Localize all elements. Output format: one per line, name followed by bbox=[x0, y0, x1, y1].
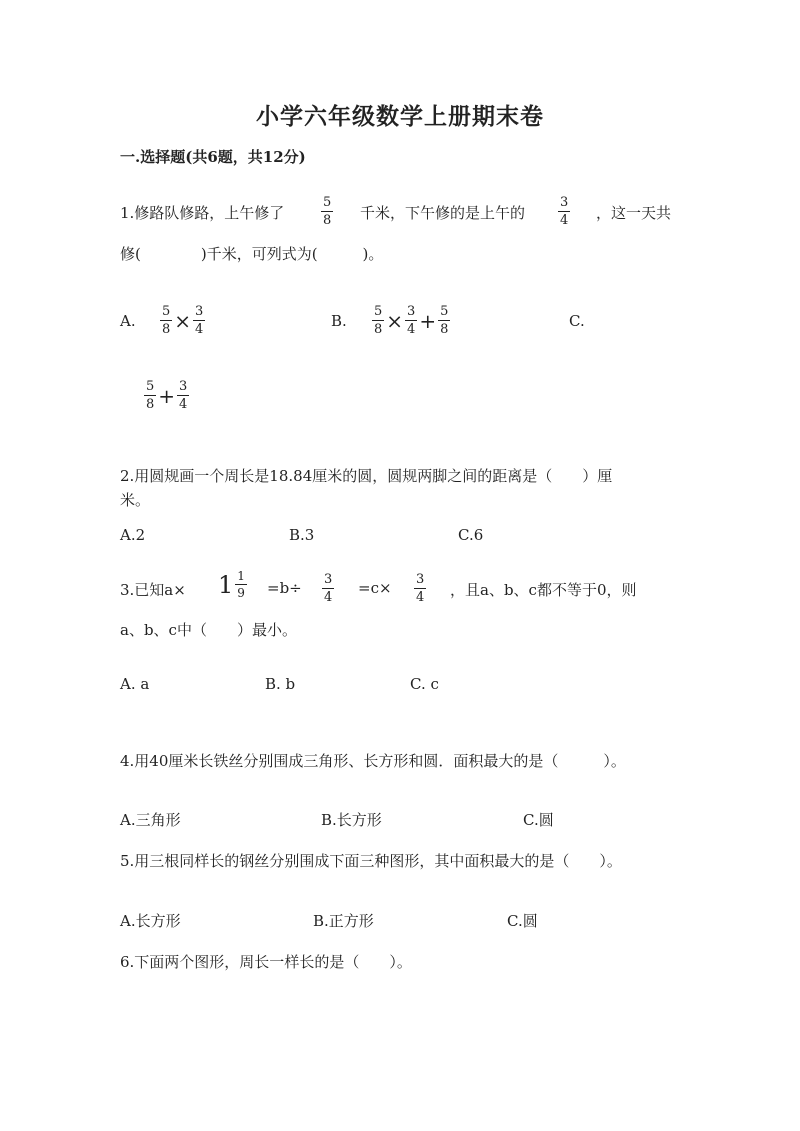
q3-option-a: A. a bbox=[120, 675, 150, 693]
q3-text-part3: =c× bbox=[358, 579, 392, 597]
q5-option-a: A.长方形 bbox=[120, 912, 181, 930]
numerator: 3 bbox=[416, 572, 425, 587]
q3-text-part1: 3.已知a× bbox=[120, 581, 186, 599]
q1-f2-denominator: 4 bbox=[560, 213, 569, 228]
q4-option-c: C.圆 bbox=[523, 811, 554, 829]
denominator: 8 bbox=[146, 397, 155, 412]
q3-fraction-2 bbox=[414, 573, 426, 604]
q3-mixed-number bbox=[218, 570, 247, 599]
numerator: 5 bbox=[146, 379, 155, 394]
q3-option-b: B. b bbox=[265, 675, 296, 693]
times-sign: × bbox=[386, 308, 404, 333]
numerator: 5 bbox=[162, 304, 171, 319]
q4-option-a: A.三角形 bbox=[120, 811, 181, 829]
q1-f2-numerator: 3 bbox=[560, 195, 569, 210]
q1-option-c-expression bbox=[144, 380, 189, 411]
fraction bbox=[160, 305, 172, 336]
denominator: 8 bbox=[162, 322, 171, 337]
numerator: 3 bbox=[195, 304, 204, 319]
q2-option-a: A.2 bbox=[120, 526, 146, 544]
denominator: 4 bbox=[195, 322, 204, 337]
numerator: 1 bbox=[237, 569, 245, 583]
fraction bbox=[405, 305, 417, 336]
q1-text-part1: 1.修路队修路，上午修了 bbox=[120, 204, 285, 222]
denominator: 4 bbox=[416, 590, 425, 605]
plus-sign: + bbox=[419, 308, 437, 333]
q3-mixed-fraction bbox=[235, 570, 247, 599]
q3-text-line2: a、b、c中（ ）最小。 bbox=[120, 621, 297, 639]
denominator: 4 bbox=[179, 397, 188, 412]
section-heading: 一.选择题(共6题，共12分) bbox=[120, 148, 306, 166]
q2-text-line2: 米。 bbox=[120, 491, 151, 509]
q4-option-b: B.长方形 bbox=[321, 811, 382, 829]
fraction bbox=[177, 380, 189, 411]
q2-option-b: B.3 bbox=[289, 526, 315, 544]
q3-text-part2: =b÷ bbox=[267, 579, 302, 597]
fraction bbox=[144, 380, 156, 411]
q1-text-part3: ，这一天共 bbox=[596, 204, 672, 222]
numerator: 3 bbox=[324, 572, 333, 587]
numerator: 5 bbox=[374, 304, 383, 319]
times-sign: × bbox=[174, 308, 192, 333]
q5-option-c: C.圆 bbox=[507, 912, 538, 930]
fraction bbox=[438, 305, 450, 336]
denominator: 9 bbox=[237, 586, 245, 600]
page-title: 小学六年级数学上册期末卷 bbox=[256, 103, 544, 130]
q1-f1-numerator: 5 bbox=[323, 195, 332, 210]
denominator: 4 bbox=[407, 322, 416, 337]
q1-option-a-label: A. bbox=[120, 312, 136, 330]
denominator: 4 bbox=[324, 590, 333, 605]
q3-mixed-whole: 1 bbox=[218, 570, 234, 599]
q1-option-a-expression bbox=[160, 305, 205, 336]
q3-text-part4: ，且a、b、c都不等于0，则 bbox=[450, 581, 637, 599]
q5-option-b: B.正方形 bbox=[313, 912, 374, 930]
fraction bbox=[193, 305, 205, 336]
denominator: 8 bbox=[374, 322, 383, 337]
q1-text-part2: 千米，下午修的是上午的 bbox=[360, 204, 526, 222]
q3-fraction-1 bbox=[322, 573, 334, 604]
q4-text: 4.用40厘米长铁丝分别围成三角形、长方形和圆．面积最大的是（ ）。 bbox=[120, 752, 626, 770]
q1-option-b-label: B. bbox=[331, 312, 347, 330]
q3-option-c: C. c bbox=[410, 675, 439, 693]
denominator: 8 bbox=[440, 322, 449, 337]
numerator: 3 bbox=[407, 304, 416, 319]
q1-option-b-expression bbox=[372, 305, 450, 336]
q1-f1-denominator: 8 bbox=[323, 213, 332, 228]
q5-text: 5.用三根同样长的钢丝分别围成下面三种图形，其中面积最大的是（ ）。 bbox=[120, 852, 622, 870]
q1-text-line2: 修( )千米，可列式为( )。 bbox=[120, 245, 384, 263]
numerator: 3 bbox=[179, 379, 188, 394]
q1-fraction-5-8 bbox=[321, 196, 333, 227]
q1-option-c-label: C. bbox=[569, 312, 585, 330]
fraction bbox=[372, 305, 384, 336]
q2-text-line1: 2.用圆规画一个周长是18.84厘米的圆，圆规两脚之间的距离是（ ）厘 bbox=[120, 467, 613, 485]
q6-text: 6.下面两个图形，周长一样长的是（ ）。 bbox=[120, 953, 412, 971]
plus-sign: + bbox=[158, 383, 176, 408]
q2-option-c: C.6 bbox=[458, 526, 484, 544]
q1-fraction-3-4 bbox=[558, 196, 570, 227]
numerator: 5 bbox=[440, 304, 449, 319]
